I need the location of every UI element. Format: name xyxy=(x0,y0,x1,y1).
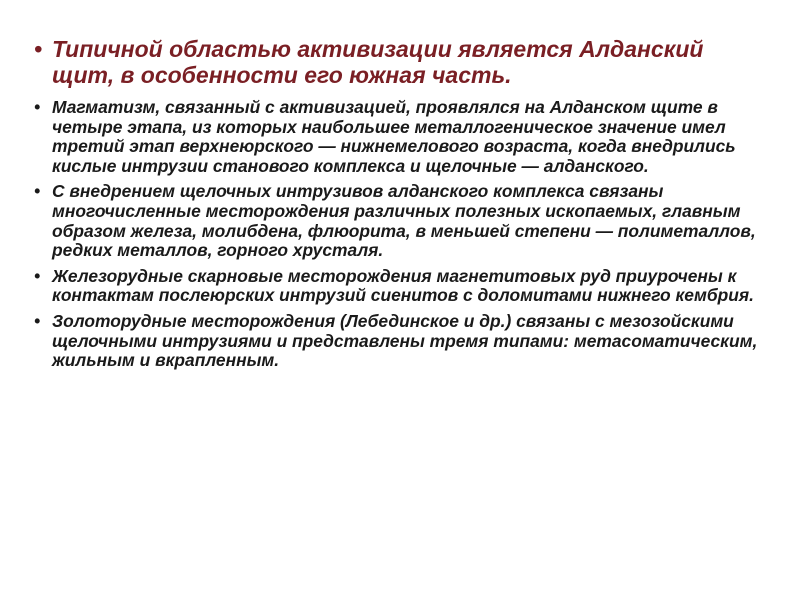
bullet-marker: • xyxy=(34,97,41,117)
bullet-item-alkaline-intrusions xyxy=(34,182,764,260)
bullet-text: С внедрением щелочных интрузивов алданского комплекса связаны многочисленные месторождения различных полезных ископаемых, главным образом железа, молибдена, флюорита, в меньшей степени — полиметаллов, редких металлов, горного хрусталя. xyxy=(52,181,756,261)
bullet-marker: • xyxy=(34,36,43,62)
bullet-item-gold-deposits xyxy=(34,312,764,371)
bullet-text: Железорудные скарновые месторождения магнетитовых руд приурочены к контактам послеюрских интрузий сиенитов с доломитами нижнего кембрия. xyxy=(52,265,754,306)
bullet-item-aldan-shield xyxy=(34,36,764,88)
bullet-text: Типичной областью активизации является Алданский щит, в особенности его южная часть. xyxy=(52,36,704,88)
bullet-item-iron-skarn xyxy=(34,267,764,306)
bullet-marker: • xyxy=(34,310,41,331)
bullet-text: Магматизм, связанный с активизацией, проявлялся на Алданском щите в четыре этапа, из которых наибольшее металлогеническое значение имел третий этап верхнеюрского — нижнемелового возраста, когда внедрились кислые интрузии станового комплекса и щелочные — алданского. xyxy=(52,97,736,176)
bullet-marker: • xyxy=(34,181,41,202)
bullet-marker: • xyxy=(34,265,41,286)
bullet-item-magmatism xyxy=(34,98,764,176)
bullet-list xyxy=(34,36,764,377)
bullet-text: Золоторудные месторождения (Лебединское и др.) связаны с мезозойскими щелочными интрузиями и представлены тремя типами: метасоматическим, жильным и вкрапленным. xyxy=(52,310,758,371)
